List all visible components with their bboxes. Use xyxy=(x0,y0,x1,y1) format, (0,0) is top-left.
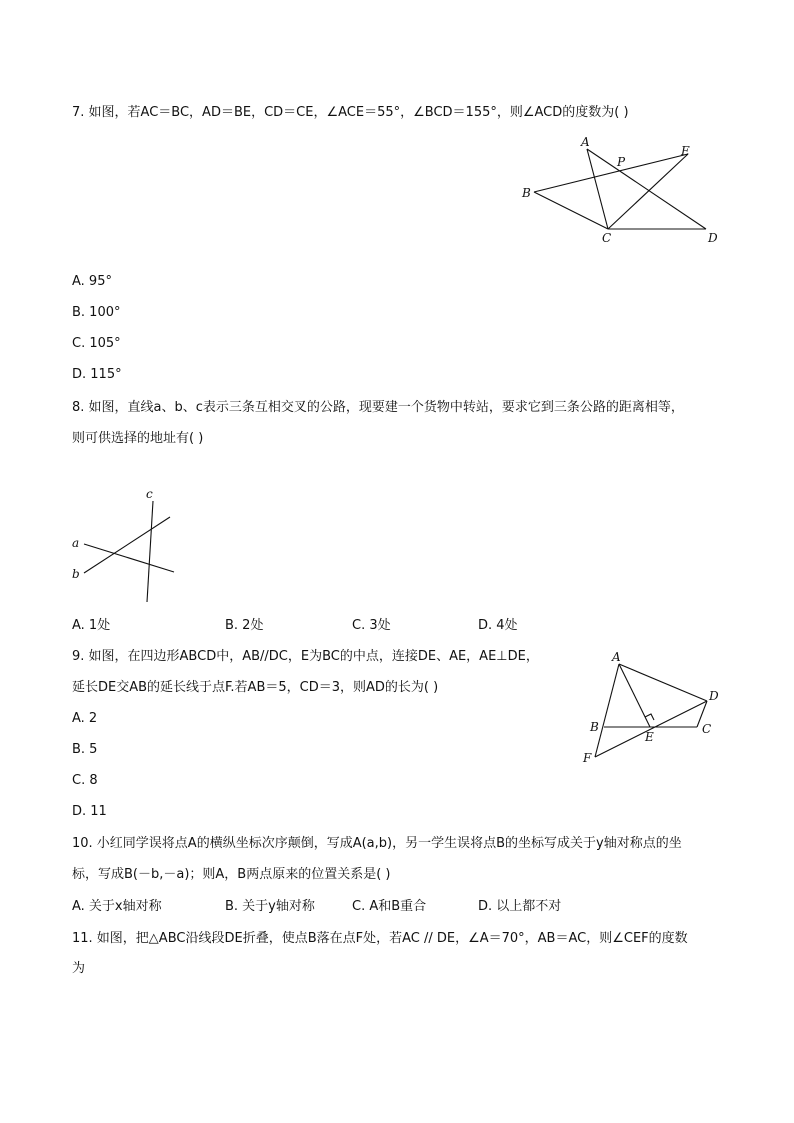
q9-label-E: E xyxy=(645,730,654,744)
q9-label-D: D xyxy=(709,689,719,703)
q7-figure xyxy=(515,134,725,249)
q8-stem-line-2: 则可供选择的地址有( ) xyxy=(72,431,204,446)
q8-label-a: a xyxy=(72,536,80,550)
q7-label-C: C xyxy=(602,231,612,245)
q10-option-b[interactable]: B. 关于y轴对称 xyxy=(225,899,315,914)
q9-option-d[interactable]: D. 11 xyxy=(72,804,107,819)
q7-option-c[interactable]: C. 105° xyxy=(72,336,121,351)
q8-label-c: c xyxy=(146,487,153,501)
q7-label-E: E xyxy=(681,144,690,158)
q8-option-a[interactable]: A. 1处 xyxy=(72,618,111,633)
q9-option-a[interactable]: A. 2 xyxy=(72,711,98,726)
q11-stem-line-1: 11. 如图，把△ABC沿线段DE折叠，使点B落在点F处，若AC // DE，∠A＝70°，AB＝AC，则∠CEF的度数 xyxy=(72,931,688,946)
q7-label-B: B xyxy=(522,186,531,200)
q7-label-D: D xyxy=(708,231,718,245)
q10-option-c[interactable]: C. A和B重合 xyxy=(352,899,427,914)
q7-option-d[interactable]: D. 115° xyxy=(72,367,122,382)
q9-label-A: A xyxy=(612,650,621,664)
q7-option-b[interactable]: B. 100° xyxy=(72,305,121,320)
q8-label-b: b xyxy=(72,567,80,581)
q10-stem-line-2: 标，写成B(－b,－a)；则A，B两点原来的位置关系是( ) xyxy=(72,867,391,882)
q8-figure xyxy=(66,485,181,605)
q7-label-A: A xyxy=(581,135,590,149)
q9-figure xyxy=(578,648,728,768)
q8-stem-line-1: 8. 如图，直线a、b、c表示三条互相交叉的公路，现要建一个货物中转站，要求它到三条公路的距离相等， xyxy=(72,400,684,415)
q8-option-d[interactable]: D. 4处 xyxy=(478,618,518,633)
q8-option-c[interactable]: C. 3处 xyxy=(352,618,391,633)
q10-option-d[interactable]: D. 以上都不对 xyxy=(478,899,562,914)
q7-option-a[interactable]: A. 95° xyxy=(72,274,112,289)
q8-option-b[interactable]: B. 2处 xyxy=(225,618,264,633)
q9-stem-line-1: 9. 如图，在四边形ABCD中，AB//DC，E为BC的中点，连接DE、AE，AE⊥DE， xyxy=(72,649,539,664)
q11-stem-line-2: 为 xyxy=(72,961,86,976)
q9-label-B: B xyxy=(590,720,599,734)
q9-label-C: C xyxy=(702,722,712,736)
q9-option-b[interactable]: B. 5 xyxy=(72,742,98,757)
q9-stem-line-2: 延长DE交AB的延长线于点F.若AB＝5，CD＝3，则AD的长为( ) xyxy=(72,680,439,695)
q10-stem-line-1: 10. 小红同学误将点A的横纵坐标次序颠倒，写成A(a,b)，另一学生误将点B的坐标写成关于y轴对称点的坐 xyxy=(72,836,682,851)
q9-option-c[interactable]: C. 8 xyxy=(72,773,98,788)
q7-stem: 7. 如图，若AC＝BC，AD＝BE，CD＝CE，∠ACE＝55°，∠BCD＝155°，则∠ACD的度数为( ) xyxy=(72,105,629,120)
q10-option-a[interactable]: A. 关于x轴对称 xyxy=(72,899,162,914)
q9-label-F: F xyxy=(583,751,592,765)
q7-label-P: P xyxy=(617,155,626,169)
